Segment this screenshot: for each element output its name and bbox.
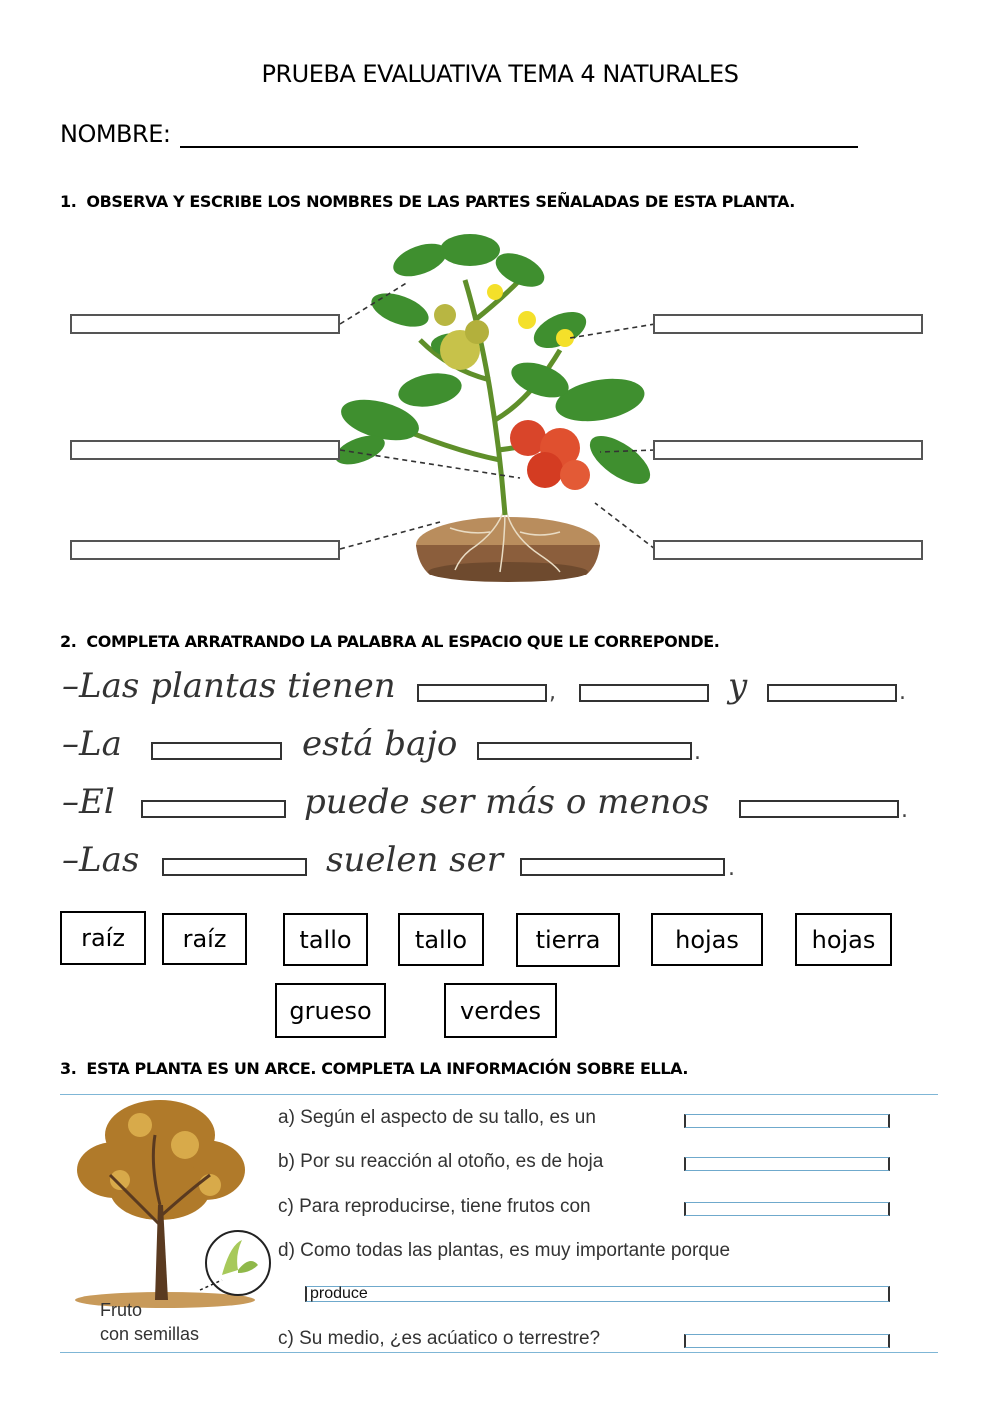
name-input-line[interactable] <box>180 146 858 148</box>
plant-part-answer-6[interactable] <box>653 540 923 560</box>
tomato-plant-illustration <box>0 220 1000 590</box>
question-1 <box>60 192 795 211</box>
sentence-4-start: –Las <box>62 840 140 880</box>
fruit-caption-line-2: con semillas <box>100 1324 200 1344</box>
plant-part-answer-5[interactable] <box>653 440 923 460</box>
sentence-1-y: y <box>728 666 748 706</box>
q3-answer-c[interactable] <box>684 1202 890 1216</box>
seed-magnifier <box>206 1231 270 1295</box>
question-3-number: 3. <box>60 1059 77 1078</box>
sentence-3-blank-2[interactable] <box>739 800 899 818</box>
q3-item-c: c) Para reproducirse, tiene frutos con <box>278 1196 591 1217</box>
sentence-1-comma: , <box>549 680 556 705</box>
sentence-2-start: –La <box>62 724 122 764</box>
sentence-3-blank-1[interactable] <box>141 800 286 818</box>
name-label: NOMBRE: <box>60 120 171 148</box>
sentence-1-blank-2[interactable] <box>579 684 709 702</box>
sentence-3-end: . <box>901 798 908 823</box>
sentence-2-blank-2[interactable] <box>477 742 692 760</box>
q3-answer-d[interactable]: produce <box>305 1286 890 1302</box>
sentence-3-middle: puede ser más o menos <box>304 782 710 822</box>
question-3 <box>60 1059 688 1078</box>
sentence-4-blank-2[interactable] <box>520 858 725 876</box>
sentence-4-blank-1[interactable] <box>162 858 307 876</box>
word-tile-hojas-2[interactable]: hojas <box>795 913 892 966</box>
sentence-1-end: . <box>899 680 906 705</box>
q3-answer-b[interactable] <box>684 1157 890 1171</box>
page-title: PRUEBA EVALUATIVA TEMA 4 NATURALES <box>261 60 739 88</box>
question-2-text: COMPLETA ARRATRANDO LA PALABRA AL ESPACIO QUE LE CORREPONDE. <box>86 632 720 651</box>
sentence-2-middle: está bajo <box>302 724 458 764</box>
section-bottom-rule <box>60 1352 938 1353</box>
plant-part-answer-4[interactable] <box>653 314 923 334</box>
tree-canopy <box>77 1100 245 1220</box>
sentence-2-end: . <box>694 740 701 765</box>
soil-bottom <box>428 562 588 582</box>
question-2-number: 2. <box>60 632 77 651</box>
red-fruits <box>510 420 590 490</box>
question-1-text: OBSERVA Y ESCRIBE LOS NOMBRES DE LAS PARTES SEÑALADAS DE ESTA PLANTA. <box>86 192 795 211</box>
sentence-4-end: . <box>728 856 735 881</box>
word-tile-grueso[interactable]: grueso <box>275 983 386 1038</box>
sentence-2-blank-1[interactable] <box>151 742 282 760</box>
word-tile-raiz-1[interactable]: raíz <box>60 911 146 965</box>
question-1-number: 1. <box>60 192 77 211</box>
question-2 <box>60 632 719 651</box>
leaves <box>331 234 657 493</box>
fruit-caption-line-1: Fruto <box>100 1300 143 1320</box>
word-tile-hojas-1[interactable]: hojas <box>651 913 763 966</box>
sentence-1-start: –Las plantas tienen <box>62 666 396 706</box>
word-tile-tallo-1[interactable]: tallo <box>283 913 368 966</box>
maple-tree-illustration <box>70 1095 275 1310</box>
word-tile-verdes[interactable]: verdes <box>444 983 557 1038</box>
sentence-1-blank-1[interactable] <box>417 684 547 702</box>
q3-item-a: a) Según el aspecto de su tallo, es un <box>278 1107 596 1128</box>
q3-item-e: c) Su medio, ¿es acúatico o terrestre? <box>278 1328 601 1349</box>
q3-item-d: d) Como todas las plantas, es muy importante porque <box>278 1240 731 1261</box>
word-tile-raiz-2[interactable]: raíz <box>162 913 247 965</box>
question-3-text: ESTA PLANTA ES UN ARCE. COMPLETA LA INFORMACIÓN SOBRE ELLA. <box>86 1059 689 1078</box>
sentence-3-start: –El <box>62 782 115 822</box>
word-tile-tallo-2[interactable]: tallo <box>398 913 484 966</box>
q3-answer-a[interactable] <box>684 1114 890 1128</box>
plant-part-answer-3[interactable] <box>70 540 340 560</box>
q3-item-b: b) Por su reacción al otoño, es de hoja <box>278 1151 604 1172</box>
sentence-4-middle: suelen ser <box>326 840 503 880</box>
word-tile-tierra[interactable]: tierra <box>516 913 620 967</box>
plant-part-answer-2[interactable] <box>70 440 340 460</box>
plant-part-answer-1[interactable] <box>70 314 340 334</box>
q3-answer-e[interactable] <box>684 1334 890 1348</box>
sentence-1-blank-3[interactable] <box>767 684 897 702</box>
